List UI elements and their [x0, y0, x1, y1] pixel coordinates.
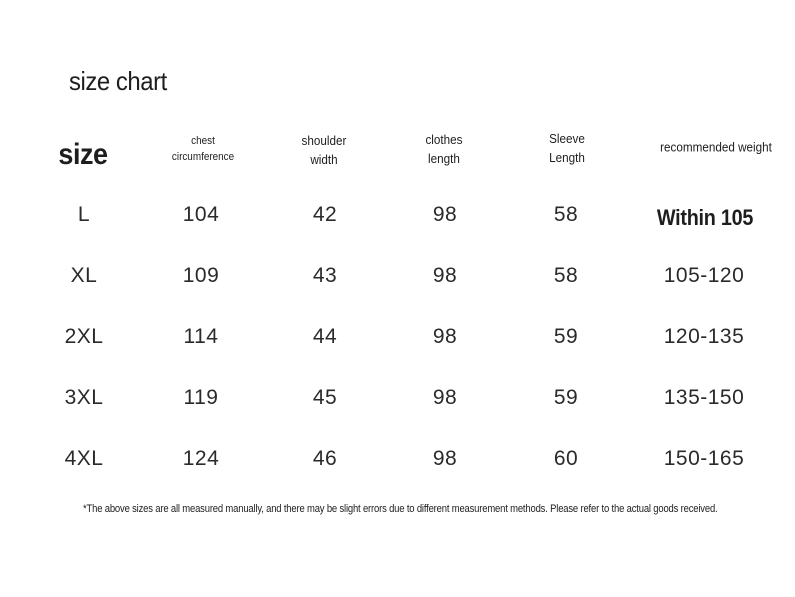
- table-cell-clothes: 98: [432, 203, 458, 226]
- header-shoulder-line2: width: [310, 152, 338, 167]
- table-cell-sleeve: 58: [553, 264, 579, 287]
- table-cell-shoulder: 45: [312, 386, 338, 409]
- table-cell-shoulder: 46: [312, 447, 338, 470]
- header-recommended-weight: recommended weight: [660, 139, 772, 155]
- table-cell-chest: 104: [182, 203, 220, 226]
- table-cell-chest: 114: [183, 325, 219, 348]
- table-cell-size: 4XL: [64, 447, 104, 470]
- table-cell-size: 2XL: [64, 325, 104, 348]
- table-cell-chest: 124: [182, 447, 220, 470]
- header-chest-line1: chest: [191, 135, 215, 147]
- header-shoulder-width: [302, 131, 347, 169]
- header-chest-circumference: [172, 133, 234, 165]
- table-cell-size: XL: [70, 264, 98, 287]
- table-cell-chest: 109: [182, 264, 220, 287]
- table-cell-weight: 150-165: [663, 447, 745, 470]
- header-sleeve-line2: Length: [549, 150, 585, 165]
- header-chest-line2: circumference: [171, 151, 235, 163]
- page-title: size chart: [69, 66, 167, 96]
- table-cell-shoulder: 42: [312, 203, 338, 226]
- table-cell-weight: 105-120: [663, 264, 745, 287]
- table-cell-size: L: [77, 203, 91, 226]
- header-clothes-line1: clothes: [425, 132, 463, 147]
- table-cell-sleeve: 58: [553, 203, 579, 226]
- table-cell-clothes: 98: [432, 386, 458, 409]
- table-cell-shoulder: 43: [312, 264, 338, 287]
- header-size: size: [58, 138, 108, 171]
- table-cell-sleeve: 60: [553, 447, 579, 470]
- table-cell-sleeve: 59: [553, 386, 579, 409]
- table-cell-size: 3XL: [64, 386, 104, 409]
- table-cell-sleeve: 59: [553, 325, 579, 348]
- table-cell-shoulder: 44: [312, 325, 338, 348]
- header-clothes-length: [425, 130, 462, 168]
- header-sleeve-line1: Sleeve: [549, 131, 585, 146]
- table-cell-clothes: 98: [432, 447, 458, 470]
- table-cell-clothes: 98: [432, 325, 458, 348]
- header-clothes-line2: length: [428, 151, 460, 166]
- table-cell-clothes: 98: [432, 264, 458, 287]
- header-shoulder-line1: shoulder: [301, 133, 347, 148]
- table-cell-weight: Within 105: [656, 205, 754, 230]
- table-cell-weight: 120-135: [663, 325, 745, 348]
- table-cell-weight: 135-150: [663, 386, 745, 409]
- header-sleeve-length: [549, 129, 585, 167]
- table-cell-chest: 119: [183, 386, 219, 409]
- measurement-note: *The above sizes are all measured manually, and there may be slight errors due to different measurement methods. Please refer to the actual goods received.: [83, 503, 718, 515]
